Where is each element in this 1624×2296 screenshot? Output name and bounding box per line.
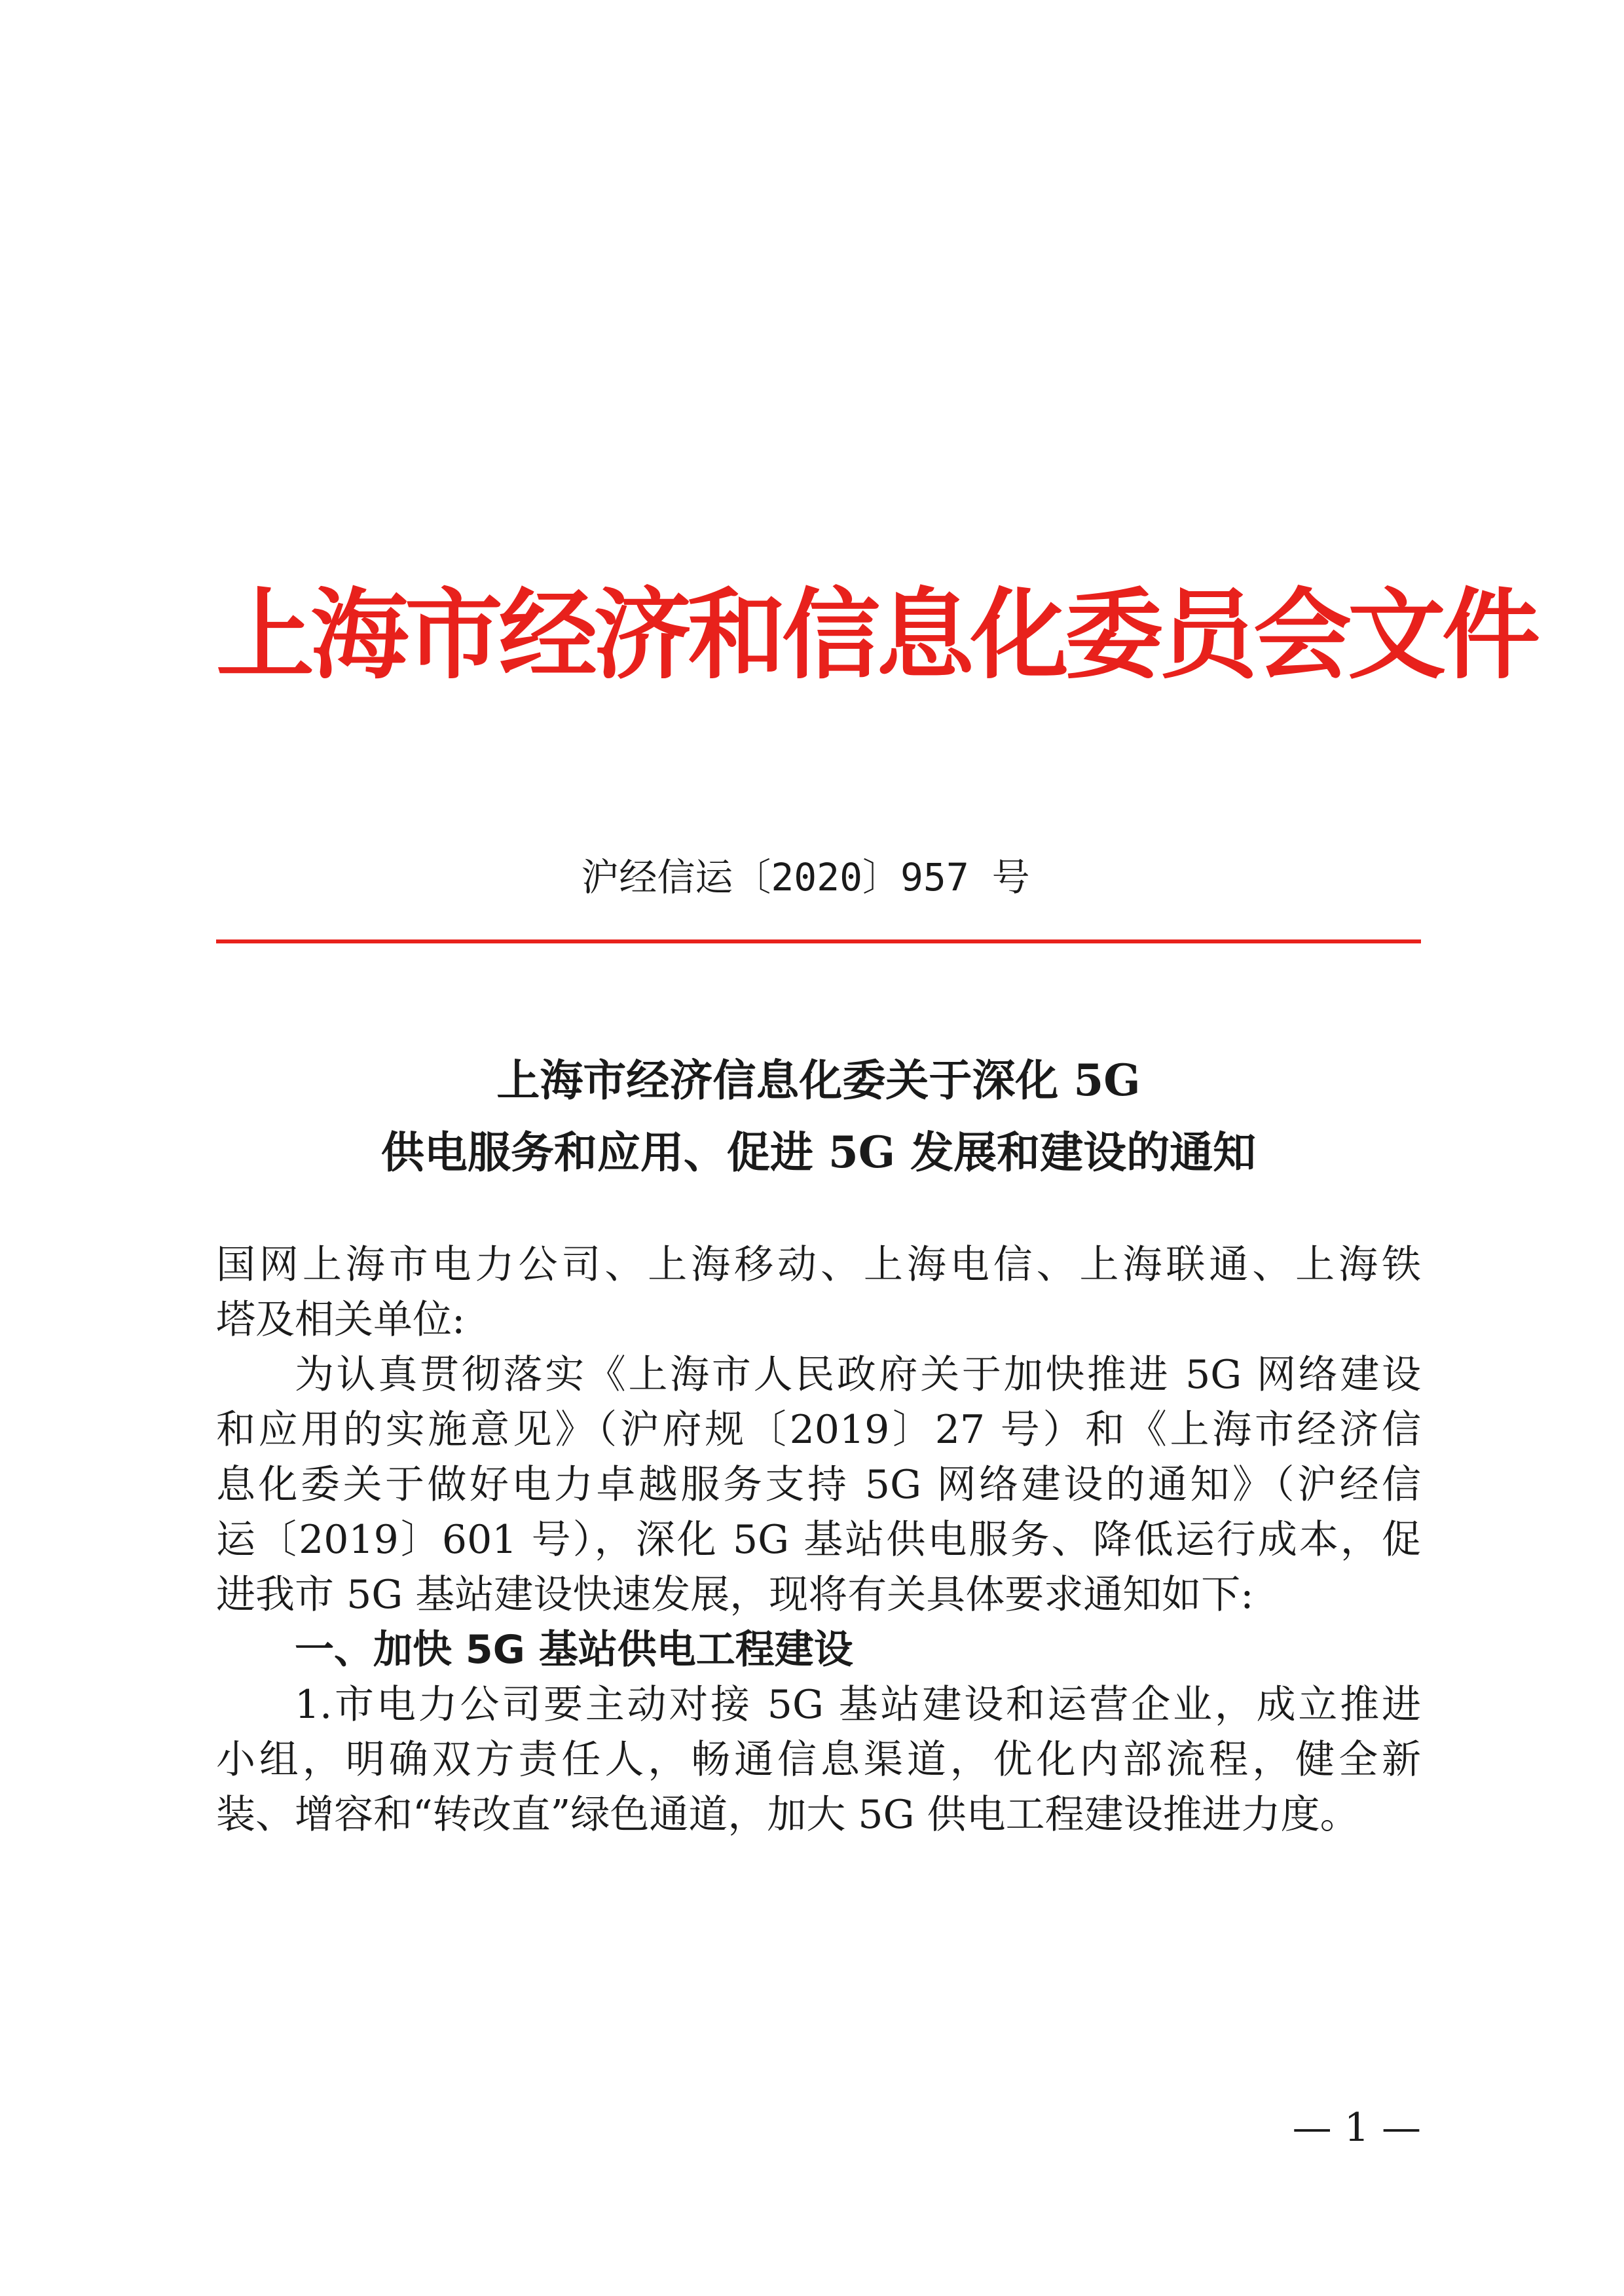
page-number: — 1 — [1292,2105,1421,2151]
item-line: 装、增容和“转改直”绿色通道，加大 5G 供电工程建设推进力度。 [216,1792,1359,1838]
intro-line: 进我市 5G 基站建设快速发展，现将有关具体要求通知如下: [216,1572,1254,1618]
intro-line: 为认真贯彻落实《上海市人民政府关于加快推进 5G 网络建设 [295,1352,1421,1398]
notice-title [216,1044,1421,1188]
notice-body [216,1237,1421,1842]
addressee-line: 塔及相关单位: [216,1297,466,1343]
intro-line: 息化委关于做好电力卓越服务支持 5G 网络建设的通知》（沪经信 [216,1462,1421,1508]
red-divider-line [216,939,1421,943]
notice-title-line-1: 上海市经济信息化委关于深化 5G [496,1055,1141,1106]
document-number: 沪经信运〔2020〕957 号 [581,855,1030,900]
intro-line: 运〔2019〕601 号），深化 5G 基站供电服务、降低运行成本，促 [216,1517,1421,1563]
addressee-line: 国网上海市电力公司、上海移动、上海电信、上海联通、上海铁 [216,1242,1421,1288]
item-line: 1.市电力公司要主动对接 5G 基站建设和运营企业，成立推进 [295,1682,1421,1728]
item-line: 小组，明确双方责任人，畅通信息渠道，优化内部流程，健全新 [216,1737,1421,1783]
section-heading: 一、加快 5G 基站供电工程建设 [295,1627,853,1673]
masthead-title: 上海市经济和信息化委员会文件 [216,577,1537,693]
notice-title-line-2: 供电服务和应用、促进 5G 发展和建设的通知 [380,1127,1257,1178]
intro-line: 和应用的实施意见》（沪府规〔2019〕27 号）和《上海市经济信 [216,1407,1421,1453]
